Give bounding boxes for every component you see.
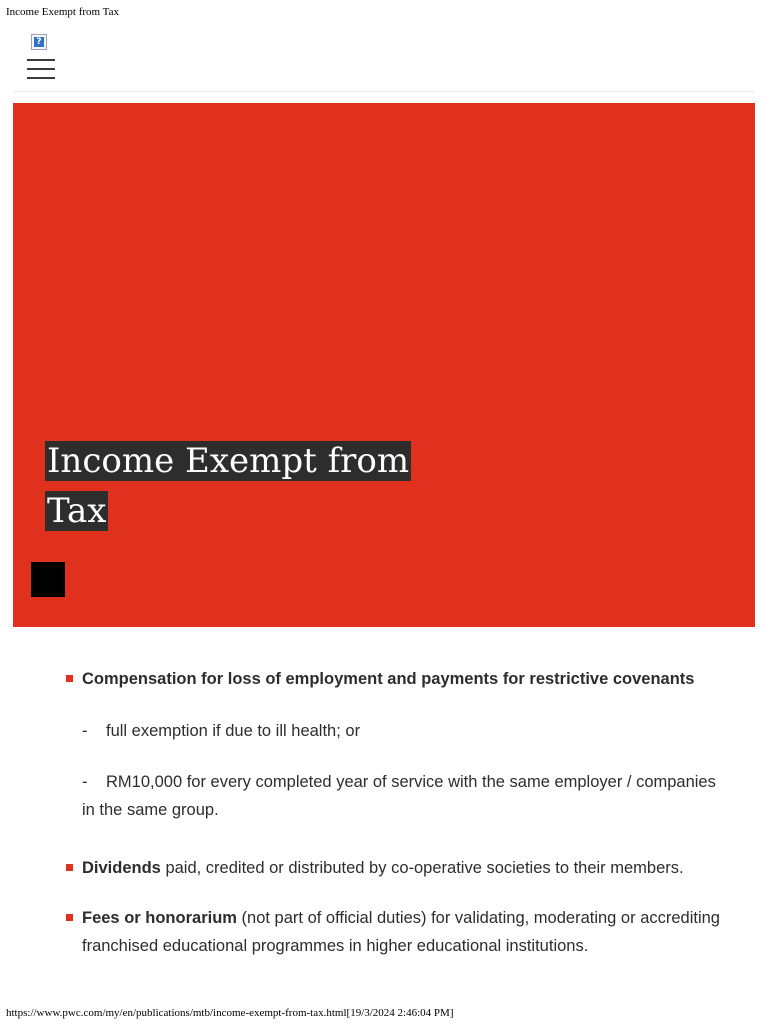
sub-list-item-text: RM10,000 for every completed year of service with the same employer / companies in the same group. [82, 773, 716, 819]
hamburger-menu-button[interactable] [27, 59, 55, 80]
article-content [66, 665, 726, 960]
sub-list-item [66, 717, 726, 745]
sub-list-item [66, 768, 726, 824]
page-title [45, 436, 425, 536]
dash-marker: - [82, 773, 88, 791]
hamburger-icon-line [27, 59, 55, 61]
list-item-text: paid, credited or distributed by co-operative societies to their members. [160, 859, 684, 877]
list-item [66, 904, 726, 960]
list-item-heading: Compensation for loss of employment and payments for restrictive covenants [82, 670, 695, 688]
dash-marker: - [82, 722, 88, 740]
list-item [66, 665, 726, 693]
broken-image-icon: ? [31, 34, 47, 50]
page-title-text: Income Exempt from Tax [47, 441, 410, 531]
print-page-title: Income Exempt from Tax [6, 6, 119, 18]
hero-decorative-square [31, 562, 65, 597]
header-divider [13, 91, 755, 92]
list-item-text: (not part of official duties) for validating, moderating or accrediting franchised educational programmes in higher educational institutions. [82, 909, 720, 955]
list-item [66, 854, 726, 882]
sub-list-item-text: full exemption if due to ill health; or [106, 722, 361, 740]
hamburger-icon-line [27, 68, 55, 70]
list-item-heading: Dividends [82, 859, 161, 877]
list-item-heading: Fees or honorarium [82, 909, 237, 927]
hamburger-icon-line [27, 77, 55, 79]
print-footer-url: https://www.pwc.com/my/en/publications/mtb/income-exempt-from-tax.html[19/3/2024 2:46:04 PM] [6, 1007, 454, 1019]
hero-banner [13, 103, 755, 627]
